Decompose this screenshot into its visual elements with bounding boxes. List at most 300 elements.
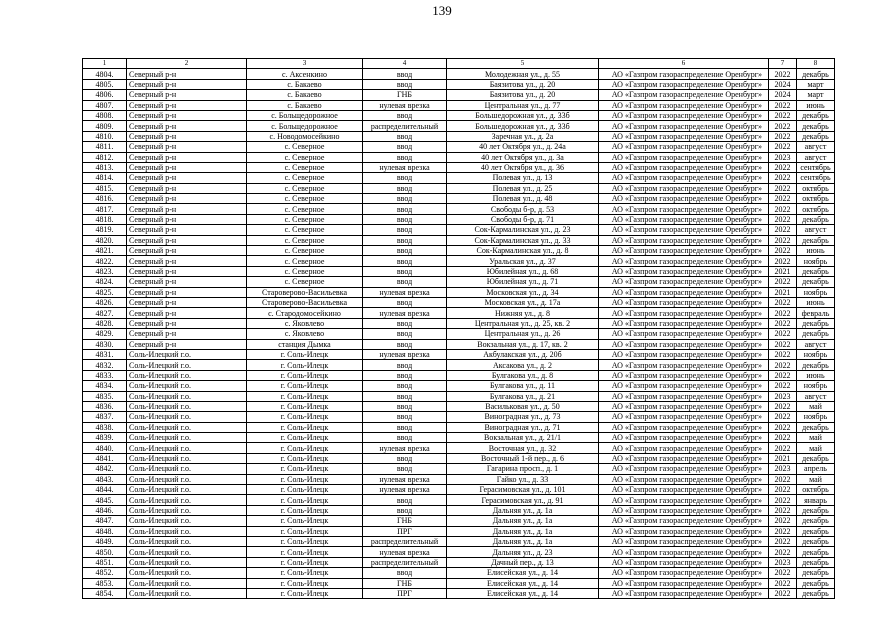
cell-address: Свободы б-р, д. 53 xyxy=(447,204,599,214)
cell-settlement: г. Соль-Илецк xyxy=(247,433,363,443)
cell-month: декабрь xyxy=(797,69,835,79)
table-row xyxy=(83,110,835,120)
table-row xyxy=(83,277,835,287)
cell-address: Большедорожная ул., д. 33б xyxy=(447,121,599,131)
cell-year: 2022 xyxy=(769,516,797,526)
cell-organization: АО «Газпром газораспределение Оренбург» xyxy=(599,162,769,172)
cell-year: 2022 xyxy=(769,588,797,598)
table-row xyxy=(83,349,835,359)
table-row xyxy=(83,194,835,204)
cell-work-type: распределительный xyxy=(363,121,447,131)
cell-year: 2022 xyxy=(769,329,797,339)
cell-row-number: 4834. xyxy=(83,381,127,391)
cell-address: Уральская ул., д. 37 xyxy=(447,256,599,266)
cell-month: декабрь xyxy=(797,110,835,120)
table-row xyxy=(83,433,835,443)
cell-work-type: ввод xyxy=(363,422,447,432)
cell-organization: АО «Газпром газораспределение Оренбург» xyxy=(599,588,769,598)
cell-address: Виноградная ул., д. 73 xyxy=(447,412,599,422)
cell-district: Соль-Илецкий г.о. xyxy=(127,526,247,536)
column-header-6: 6 xyxy=(599,59,769,69)
cell-organization: АО «Газпром газораспределение Оренбург» xyxy=(599,401,769,411)
cell-month: декабрь xyxy=(797,557,835,567)
cell-settlement: с. Бакаево xyxy=(247,100,363,110)
cell-organization: АО «Газпром газораспределение Оренбург» xyxy=(599,69,769,79)
cell-work-type: ввод xyxy=(363,131,447,141)
table-row xyxy=(83,516,835,526)
cell-year: 2022 xyxy=(769,505,797,515)
cell-row-number: 4810. xyxy=(83,131,127,141)
cell-address: Восточная ул., д. 32 xyxy=(447,443,599,453)
cell-address: Васильковая ул., д. 50 xyxy=(447,401,599,411)
cell-organization: АО «Газпром газораспределение Оренбург» xyxy=(599,526,769,536)
cell-organization: АО «Газпром газораспределение Оренбург» xyxy=(599,422,769,432)
cell-address: Сок-Кармалинская ул., д. 8 xyxy=(447,246,599,256)
table-row xyxy=(83,287,835,297)
table-row xyxy=(83,214,835,224)
cell-month: декабрь xyxy=(797,277,835,287)
column-header-4: 4 xyxy=(363,59,447,69)
cell-row-number: 4845. xyxy=(83,495,127,505)
cell-address: Булгакова ул., д. 21 xyxy=(447,391,599,401)
cell-settlement: с. Северное xyxy=(247,204,363,214)
cell-work-type: нулевая врезка xyxy=(363,308,447,318)
cell-year: 2022 xyxy=(769,381,797,391)
cell-organization: АО «Газпром газораспределение Оренбург» xyxy=(599,131,769,141)
cell-row-number: 4852. xyxy=(83,568,127,578)
cell-organization: АО «Газпром газораспределение Оренбург» xyxy=(599,90,769,100)
cell-row-number: 4844. xyxy=(83,485,127,495)
cell-settlement: г. Соль-Илецк xyxy=(247,443,363,453)
cell-year: 2022 xyxy=(769,360,797,370)
cell-year: 2022 xyxy=(769,422,797,432)
cell-settlement: с. Северное xyxy=(247,162,363,172)
cell-year: 2022 xyxy=(769,69,797,79)
cell-address: Центральная ул., д. 26 xyxy=(447,329,599,339)
cell-address: 40 лет Октября ул., д. 3а xyxy=(447,152,599,162)
cell-month: октябрь xyxy=(797,183,835,193)
cell-row-number: 4846. xyxy=(83,505,127,515)
cell-month: октябрь xyxy=(797,194,835,204)
cell-address: Молодежная ул., д. 55 xyxy=(447,69,599,79)
cell-organization: АО «Газпром газораспределение Оренбург» xyxy=(599,360,769,370)
cell-year: 2022 xyxy=(769,547,797,557)
cell-row-number: 4833. xyxy=(83,370,127,380)
cell-settlement: с. Бакаево xyxy=(247,79,363,89)
cell-year: 2022 xyxy=(769,308,797,318)
cell-organization: АО «Газпром газораспределение Оренбург» xyxy=(599,391,769,401)
cell-settlement: Староверово-Васильевка xyxy=(247,297,363,307)
cell-organization: АО «Газпром газораспределение Оренбург» xyxy=(599,474,769,484)
cell-address: Герасимовская ул., д. 91 xyxy=(447,495,599,505)
cell-work-type: ввод xyxy=(363,204,447,214)
cell-year: 2022 xyxy=(769,578,797,588)
cell-month: март xyxy=(797,90,835,100)
cell-work-type: ГНБ xyxy=(363,90,447,100)
cell-month: октябрь xyxy=(797,204,835,214)
cell-work-type: ввод xyxy=(363,225,447,235)
cell-month: август xyxy=(797,142,835,152)
gas-connection-table xyxy=(82,58,835,599)
cell-month: август xyxy=(797,391,835,401)
cell-work-type: ПРГ xyxy=(363,588,447,598)
cell-row-number: 4807. xyxy=(83,100,127,110)
cell-organization: АО «Газпром газораспределение Оренбург» xyxy=(599,214,769,224)
column-header-2: 2 xyxy=(127,59,247,69)
cell-work-type: ввод xyxy=(363,152,447,162)
cell-address: Центральная ул., д. 25, кв. 2 xyxy=(447,318,599,328)
table-row xyxy=(83,297,835,307)
cell-settlement: с. Яковлево xyxy=(247,318,363,328)
cell-address: Баязитова ул., д. 20 xyxy=(447,90,599,100)
cell-month: декабрь xyxy=(797,516,835,526)
cell-address: Полевая ул., д. 25 xyxy=(447,183,599,193)
cell-year: 2022 xyxy=(769,297,797,307)
table-row xyxy=(83,152,835,162)
cell-row-number: 4805. xyxy=(83,79,127,89)
cell-address: Елисейская ул., д. 14 xyxy=(447,588,599,598)
cell-organization: АО «Газпром газораспределение Оренбург» xyxy=(599,495,769,505)
cell-settlement: с. Северное xyxy=(247,152,363,162)
cell-organization: АО «Газпром газораспределение Оренбург» xyxy=(599,142,769,152)
cell-district: Соль-Илецкий г.о. xyxy=(127,360,247,370)
cell-work-type: распределительный xyxy=(363,557,447,567)
table-row xyxy=(83,69,835,79)
cell-month: февраль xyxy=(797,308,835,318)
cell-address: Герасимовская ул., д. 101 xyxy=(447,485,599,495)
table-row xyxy=(83,121,835,131)
cell-year: 2022 xyxy=(769,204,797,214)
cell-year: 2024 xyxy=(769,79,797,89)
cell-work-type: ввод xyxy=(363,495,447,505)
cell-year: 2022 xyxy=(769,370,797,380)
cell-organization: АО «Газпром газораспределение Оренбург» xyxy=(599,297,769,307)
column-header-5: 5 xyxy=(447,59,599,69)
cell-address: Гагарина просп., д. 1 xyxy=(447,464,599,474)
cell-work-type: ввод xyxy=(363,391,447,401)
cell-address: Восточный 1-й пер., д. 6 xyxy=(447,453,599,463)
cell-row-number: 4842. xyxy=(83,464,127,474)
table-row xyxy=(83,183,835,193)
cell-organization: АО «Газпром газораспределение Оренбург» xyxy=(599,547,769,557)
cell-row-number: 4806. xyxy=(83,90,127,100)
cell-month: январь xyxy=(797,495,835,505)
cell-row-number: 4827. xyxy=(83,308,127,318)
cell-address: Нижняя ул., д. 8 xyxy=(447,308,599,318)
cell-row-number: 4853. xyxy=(83,578,127,588)
cell-settlement: г. Соль-Илецк xyxy=(247,349,363,359)
table-row xyxy=(83,308,835,318)
table-row xyxy=(83,90,835,100)
header-row xyxy=(83,59,835,69)
cell-work-type: ввод xyxy=(363,110,447,120)
cell-row-number: 4826. xyxy=(83,297,127,307)
cell-organization: АО «Газпром газораспределение Оренбург» xyxy=(599,464,769,474)
cell-settlement: г. Соль-Илецк xyxy=(247,412,363,422)
cell-work-type: ввод xyxy=(363,142,447,152)
cell-address: Дальняя ул., д. 1а xyxy=(447,516,599,526)
cell-row-number: 4812. xyxy=(83,152,127,162)
cell-district: Северный р-н xyxy=(127,297,247,307)
cell-month: ноябрь xyxy=(797,412,835,422)
table-row xyxy=(83,412,835,422)
cell-settlement: г. Соль-Илецк xyxy=(247,391,363,401)
cell-work-type: ввод xyxy=(363,256,447,266)
cell-settlement: с. Аксенкино xyxy=(247,69,363,79)
cell-row-number: 4851. xyxy=(83,557,127,567)
cell-row-number: 4809. xyxy=(83,121,127,131)
cell-district: Северный р-н xyxy=(127,266,247,276)
table-row xyxy=(83,246,835,256)
cell-work-type: ГНБ xyxy=(363,578,447,588)
cell-district: Северный р-н xyxy=(127,287,247,297)
cell-year: 2022 xyxy=(769,246,797,256)
cell-district: Северный р-н xyxy=(127,90,247,100)
cell-row-number: 4811. xyxy=(83,142,127,152)
cell-work-type: ввод xyxy=(363,79,447,89)
cell-work-type: ввод xyxy=(363,453,447,463)
cell-row-number: 4831. xyxy=(83,349,127,359)
cell-settlement: г. Соль-Илецк xyxy=(247,557,363,567)
cell-address: Виноградная ул., д. 71 xyxy=(447,422,599,432)
cell-address: Дальняя ул., д. 1а xyxy=(447,526,599,536)
cell-year: 2022 xyxy=(769,495,797,505)
cell-year: 2022 xyxy=(769,474,797,484)
table-row xyxy=(83,443,835,453)
cell-district: Соль-Илецкий г.о. xyxy=(127,381,247,391)
cell-address: Дальняя ул., д. 1а xyxy=(447,536,599,546)
table-row xyxy=(83,235,835,245)
cell-settlement: с. Новодомосейкино xyxy=(247,131,363,141)
cell-work-type: ввод xyxy=(363,505,447,515)
cell-row-number: 4854. xyxy=(83,588,127,598)
cell-organization: АО «Газпром газораспределение Оренбург» xyxy=(599,557,769,567)
cell-settlement: г. Соль-Илецк xyxy=(247,578,363,588)
page-number: 139 xyxy=(432,3,452,18)
cell-month: декабрь xyxy=(797,121,835,131)
cell-year: 2021 xyxy=(769,287,797,297)
cell-row-number: 4824. xyxy=(83,277,127,287)
cell-year: 2022 xyxy=(769,100,797,110)
cell-settlement: с. Северное xyxy=(247,194,363,204)
cell-month: август xyxy=(797,225,835,235)
cell-work-type: распределительный xyxy=(363,536,447,546)
cell-work-type: ввод xyxy=(363,173,447,183)
cell-year: 2022 xyxy=(769,121,797,131)
cell-month: август xyxy=(797,339,835,349)
cell-work-type: ввод xyxy=(363,370,447,380)
cell-settlement: г. Соль-Илецк xyxy=(247,495,363,505)
cell-month: ноябрь xyxy=(797,256,835,266)
cell-district: Соль-Илецкий г.о. xyxy=(127,505,247,515)
cell-organization: АО «Газпром газораспределение Оренбург» xyxy=(599,225,769,235)
cell-address: Сок-Кармалинская ул., д. 23 xyxy=(447,225,599,235)
cell-district: Северный р-н xyxy=(127,214,247,224)
cell-work-type: ввод xyxy=(363,329,447,339)
cell-district: Северный р-н xyxy=(127,246,247,256)
cell-district: Соль-Илецкий г.о. xyxy=(127,536,247,546)
table-row xyxy=(83,495,835,505)
cell-settlement: г. Соль-Илецк xyxy=(247,453,363,463)
cell-row-number: 4838. xyxy=(83,422,127,432)
cell-work-type: ввод xyxy=(363,433,447,443)
cell-organization: АО «Газпром газораспределение Оренбург» xyxy=(599,287,769,297)
cell-district: Северный р-н xyxy=(127,131,247,141)
cell-settlement: г. Соль-Илецк xyxy=(247,401,363,411)
cell-address: Полевая ул., д. 13 xyxy=(447,173,599,183)
cell-settlement: г. Соль-Илецк xyxy=(247,464,363,474)
cell-row-number: 4847. xyxy=(83,516,127,526)
cell-month: декабрь xyxy=(797,505,835,515)
cell-district: Северный р-н xyxy=(127,318,247,328)
cell-address: Вокзальная ул., д. 21/1 xyxy=(447,433,599,443)
cell-month: декабрь xyxy=(797,329,835,339)
cell-address: Юбилейная ул., д. 68 xyxy=(447,266,599,276)
cell-district: Северный р-н xyxy=(127,162,247,172)
cell-organization: АО «Газпром газораспределение Оренбург» xyxy=(599,204,769,214)
cell-organization: АО «Газпром газораспределение Оренбург» xyxy=(599,266,769,276)
column-header-3: 3 xyxy=(247,59,363,69)
table-row xyxy=(83,360,835,370)
cell-year: 2022 xyxy=(769,110,797,120)
cell-address: Свободы б-р, д. 71 xyxy=(447,214,599,224)
table-row xyxy=(83,100,835,110)
cell-year: 2022 xyxy=(769,256,797,266)
cell-district: Северный р-н xyxy=(127,339,247,349)
cell-district: Соль-Илецкий г.о. xyxy=(127,443,247,453)
cell-work-type: нулевая врезка xyxy=(363,349,447,359)
cell-district: Северный р-н xyxy=(127,329,247,339)
cell-work-type: ввод xyxy=(363,568,447,578)
table-body xyxy=(83,69,835,599)
cell-settlement: с. Больщедорожное xyxy=(247,121,363,131)
cell-district: Северный р-н xyxy=(127,142,247,152)
cell-organization: АО «Газпром газораспределение Оренбург» xyxy=(599,578,769,588)
cell-year: 2022 xyxy=(769,349,797,359)
cell-settlement: г. Соль-Илецк xyxy=(247,381,363,391)
table-row xyxy=(83,526,835,536)
cell-district: Соль-Илецкий г.о. xyxy=(127,516,247,526)
cell-row-number: 4825. xyxy=(83,287,127,297)
cell-settlement: с. Больщедорожное xyxy=(247,110,363,120)
cell-organization: АО «Газпром газораспределение Оренбург» xyxy=(599,235,769,245)
cell-settlement: с. Северное xyxy=(247,277,363,287)
cell-settlement: г. Соль-Илецк xyxy=(247,516,363,526)
cell-address: Дальняя ул., д. 23 xyxy=(447,547,599,557)
cell-row-number: 4848. xyxy=(83,526,127,536)
cell-month: ноябрь xyxy=(797,349,835,359)
cell-organization: АО «Газпром газораспределение Оренбург» xyxy=(599,79,769,89)
cell-row-number: 4840. xyxy=(83,443,127,453)
cell-month: декабрь xyxy=(797,360,835,370)
cell-row-number: 4821. xyxy=(83,246,127,256)
cell-district: Соль-Илецкий г.о. xyxy=(127,578,247,588)
cell-organization: АО «Газпром газораспределение Оренбург» xyxy=(599,412,769,422)
cell-work-type: ввод xyxy=(363,183,447,193)
cell-work-type: ГНБ xyxy=(363,516,447,526)
cell-settlement: г. Соль-Илецк xyxy=(247,370,363,380)
table-row xyxy=(83,339,835,349)
cell-month: декабрь xyxy=(797,578,835,588)
cell-row-number: 4849. xyxy=(83,536,127,546)
cell-year: 2022 xyxy=(769,318,797,328)
table-row xyxy=(83,536,835,546)
cell-month: март xyxy=(797,79,835,89)
cell-settlement: Староверово-Васильевка xyxy=(247,287,363,297)
cell-district: Соль-Илецкий г.о. xyxy=(127,588,247,598)
cell-settlement: г. Соль-Илецк xyxy=(247,360,363,370)
cell-district: Северный р-н xyxy=(127,277,247,287)
cell-district: Соль-Илецкий г.о. xyxy=(127,370,247,380)
cell-address: Центральная ул., д. 77 xyxy=(447,100,599,110)
cell-district: Соль-Илецкий г.о. xyxy=(127,433,247,443)
cell-row-number: 4813. xyxy=(83,162,127,172)
cell-month: сентябрь xyxy=(797,173,835,183)
cell-organization: АО «Газпром газораспределение Оренбург» xyxy=(599,370,769,380)
cell-row-number: 4817. xyxy=(83,204,127,214)
cell-organization: АО «Газпром газораспределение Оренбург» xyxy=(599,433,769,443)
cell-address: Московская ул., д. 34 xyxy=(447,287,599,297)
cell-year: 2022 xyxy=(769,433,797,443)
cell-organization: АО «Газпром газораспределение Оренбург» xyxy=(599,121,769,131)
cell-district: Соль-Илецкий г.о. xyxy=(127,401,247,411)
table-row xyxy=(83,391,835,401)
cell-work-type: ввод xyxy=(363,69,447,79)
cell-organization: АО «Газпром газораспределение Оренбург» xyxy=(599,110,769,120)
cell-year: 2022 xyxy=(769,277,797,287)
cell-row-number: 4819. xyxy=(83,225,127,235)
cell-district: Соль-Илецкий г.о. xyxy=(127,557,247,567)
cell-year: 2022 xyxy=(769,401,797,411)
cell-row-number: 4823. xyxy=(83,266,127,276)
cell-work-type: ПРГ xyxy=(363,526,447,536)
cell-organization: АО «Газпром газораспределение Оренбург» xyxy=(599,485,769,495)
cell-district: Северный р-н xyxy=(127,256,247,266)
cell-district: Соль-Илецкий г.о. xyxy=(127,495,247,505)
cell-row-number: 4836. xyxy=(83,401,127,411)
cell-settlement: с. Стародомосейкино xyxy=(247,308,363,318)
cell-district: Соль-Илецкий г.о. xyxy=(127,412,247,422)
cell-district: Северный р-н xyxy=(127,69,247,79)
cell-work-type: ввод xyxy=(363,412,447,422)
cell-settlement: с. Северное xyxy=(247,256,363,266)
cell-settlement: станция Дымка xyxy=(247,339,363,349)
cell-address: Полевая ул., д. 48 xyxy=(447,194,599,204)
cell-organization: АО «Газпром газораспределение Оренбург» xyxy=(599,173,769,183)
cell-year: 2022 xyxy=(769,131,797,141)
cell-month: декабрь xyxy=(797,453,835,463)
cell-organization: АО «Газпром газораспределение Оренбург» xyxy=(599,443,769,453)
cell-year: 2022 xyxy=(769,173,797,183)
cell-month: декабрь xyxy=(797,266,835,276)
cell-row-number: 4829. xyxy=(83,329,127,339)
cell-year: 2024 xyxy=(769,90,797,100)
cell-organization: АО «Газпром газораспределение Оренбург» xyxy=(599,256,769,266)
cell-row-number: 4816. xyxy=(83,194,127,204)
cell-row-number: 4850. xyxy=(83,547,127,557)
table-row xyxy=(83,173,835,183)
cell-month: декабрь xyxy=(797,214,835,224)
cell-work-type: нулевая врезка xyxy=(363,162,447,172)
cell-district: Соль-Илецкий г.о. xyxy=(127,453,247,463)
cell-work-type: ввод xyxy=(363,381,447,391)
cell-work-type: нулевая врезка xyxy=(363,443,447,453)
table-row xyxy=(83,79,835,89)
cell-year: 2022 xyxy=(769,568,797,578)
cell-year: 2021 xyxy=(769,453,797,463)
cell-year: 2022 xyxy=(769,162,797,172)
cell-settlement: г. Соль-Илецк xyxy=(247,485,363,495)
